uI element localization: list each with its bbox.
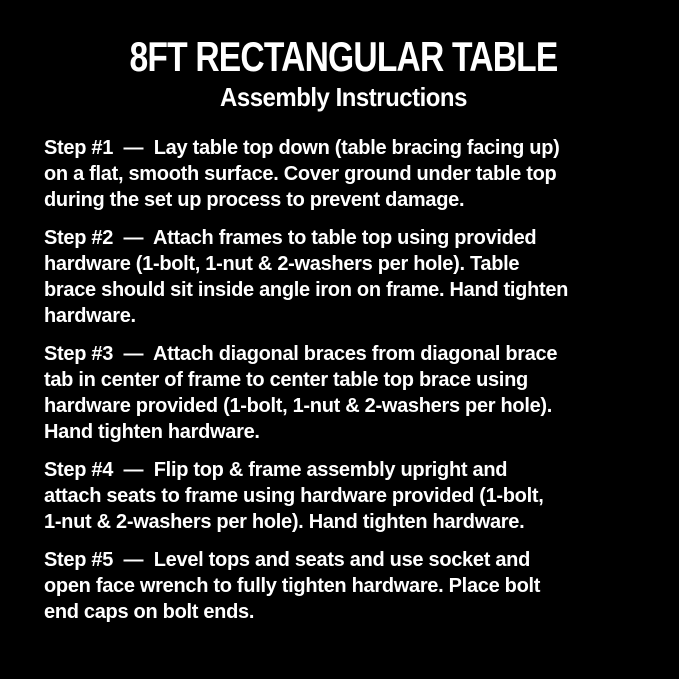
page-title: 8FT RECTANGULAR TABLE: [129, 33, 558, 80]
page-subtitle: Assembly Instructions: [220, 82, 467, 112]
step-3: Step #3 — Attach diagonal braces from diagonal brace tab in center of frame to center table top brace using hardware provided (1-bolt, 1-nut & 2-washers per hole). Hand tighten hardware.: [44, 343, 558, 443]
step-2: Step #2 — Attach frames to table top using provided hardware (1-bolt, 1-nut & 2-washers per hole). Table brace should sit inside angle iron on frame. Hand tighten hardware.: [44, 227, 569, 327]
step-5: Step #5 — Level tops and seats and use socket and open face wrench to fully tighten hardware. Place bolt end caps on bolt ends.: [44, 549, 541, 623]
step-4: Step #4 — Flip top & frame assembly upright and attach seats to frame using hardware provided (1-bolt, 1-nut & 2-washers per hole). Hand tighten hardware.: [44, 459, 544, 533]
step-1: Step #1 — Lay table top down (table bracing facing up) on a flat, smooth surface. Cover ground under table top during the set up process to prevent damage.: [44, 137, 560, 211]
steps-list: [44, 135, 643, 625]
